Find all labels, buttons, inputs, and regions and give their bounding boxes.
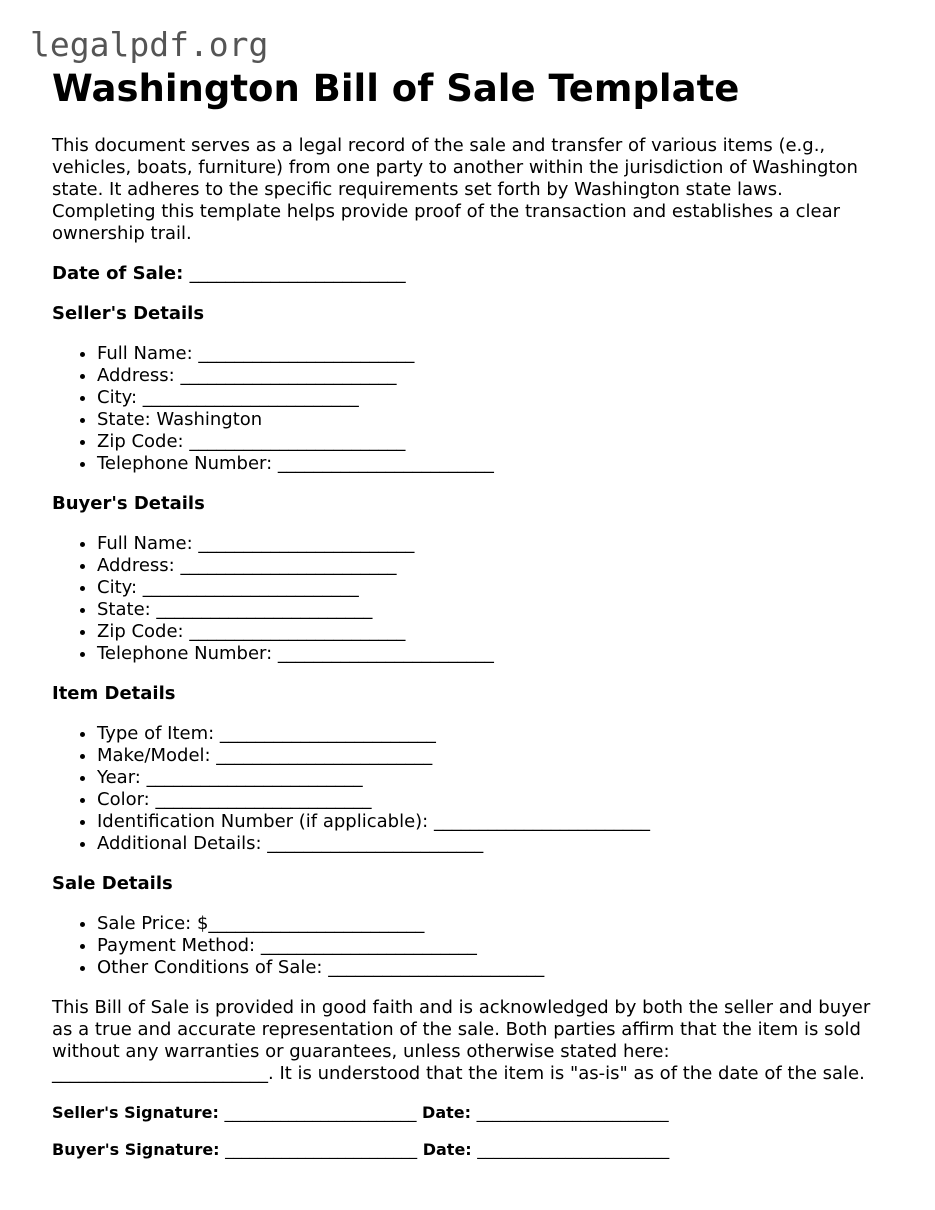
item-make-model: • Make/Model: ________________________ bbox=[97, 745, 892, 767]
buyer-zip-code: • Zip Code: ________________________ bbox=[97, 621, 892, 643]
seller-details-list bbox=[52, 343, 892, 475]
seller-details-heading: Seller's Details bbox=[52, 303, 205, 324]
watermark-logo: legalpdf.org bbox=[30, 25, 269, 64]
item-year: • Year: ________________________ bbox=[97, 767, 892, 789]
date-of-sale-blank: ________________________ bbox=[189, 263, 406, 284]
buyer-telephone: • Telephone Number: ________________________ bbox=[97, 643, 892, 665]
seller-telephone: • Telephone Number: ________________________ bbox=[97, 453, 892, 475]
item-identification-number: • Identification Number (if applicable): ________________________ bbox=[97, 811, 892, 833]
item-details-list bbox=[52, 723, 892, 855]
intro-paragraph: This document serves as a legal record of the sale and transfer of various items (e.g., vehicles, boats, furniture) from one party to another within the jurisdiction of Washington state. It adheres to the specific requirements set forth by Washington state laws. Completing this template helps provide proof of the transaction and establishes a clear ownership trail. bbox=[52, 135, 858, 244]
item-type: • Type of Item: ________________________ bbox=[97, 723, 892, 745]
document-body bbox=[52, 66, 892, 1159]
date-of-sale-field bbox=[52, 263, 892, 285]
buyer-city: • City: ________________________ bbox=[97, 577, 892, 599]
closing-paragraph: This Bill of Sale is provided in good faith and is acknowledged by both the seller and buyer as a true and accurate representation of the sale. Both parties affirm that the item is sold without any warranties or guarantees, unless otherwise stated here: ________________________. It is understood that the item is "as-is" as of the date of the sale. bbox=[52, 997, 871, 1084]
document-title: Washington Bill of Sale Template bbox=[52, 67, 740, 110]
sale-details-heading: Sale Details bbox=[52, 873, 173, 894]
item-additional-details: • Additional Details: ________________________ bbox=[97, 833, 892, 855]
seller-address: • Address: ________________________ bbox=[97, 365, 892, 387]
seller-state: • State: Washington bbox=[97, 409, 892, 431]
buyer-details-heading: Buyer's Details bbox=[52, 493, 205, 514]
sale-other-conditions: • Other Conditions of Sale: ________________________ bbox=[97, 957, 892, 979]
seller-full-name: • Full Name: ________________________ bbox=[97, 343, 892, 365]
buyer-details-list bbox=[52, 533, 892, 665]
item-color: • Color: ________________________ bbox=[97, 789, 892, 811]
buyer-state: • State: ________________________ bbox=[97, 599, 892, 621]
item-details-heading: Item Details bbox=[52, 683, 176, 704]
sale-payment-method: • Payment Method: ________________________ bbox=[97, 935, 892, 957]
buyer-address: • Address: ________________________ bbox=[97, 555, 892, 577]
seller-signature-line: Seller's Signature: ________________________ Date: ________________________ bbox=[52, 1103, 669, 1122]
buyer-signature-line: Buyer's Signature: ________________________ Date: ________________________ bbox=[52, 1140, 670, 1159]
sale-details-list bbox=[52, 913, 892, 979]
seller-city: • City: ________________________ bbox=[97, 387, 892, 409]
date-of-sale-label: Date of Sale: bbox=[52, 263, 184, 284]
sale-price: • Sale Price: $________________________ bbox=[97, 913, 892, 935]
seller-zip-code: • Zip Code: ________________________ bbox=[97, 431, 892, 453]
buyer-full-name: • Full Name: ________________________ bbox=[97, 533, 892, 555]
